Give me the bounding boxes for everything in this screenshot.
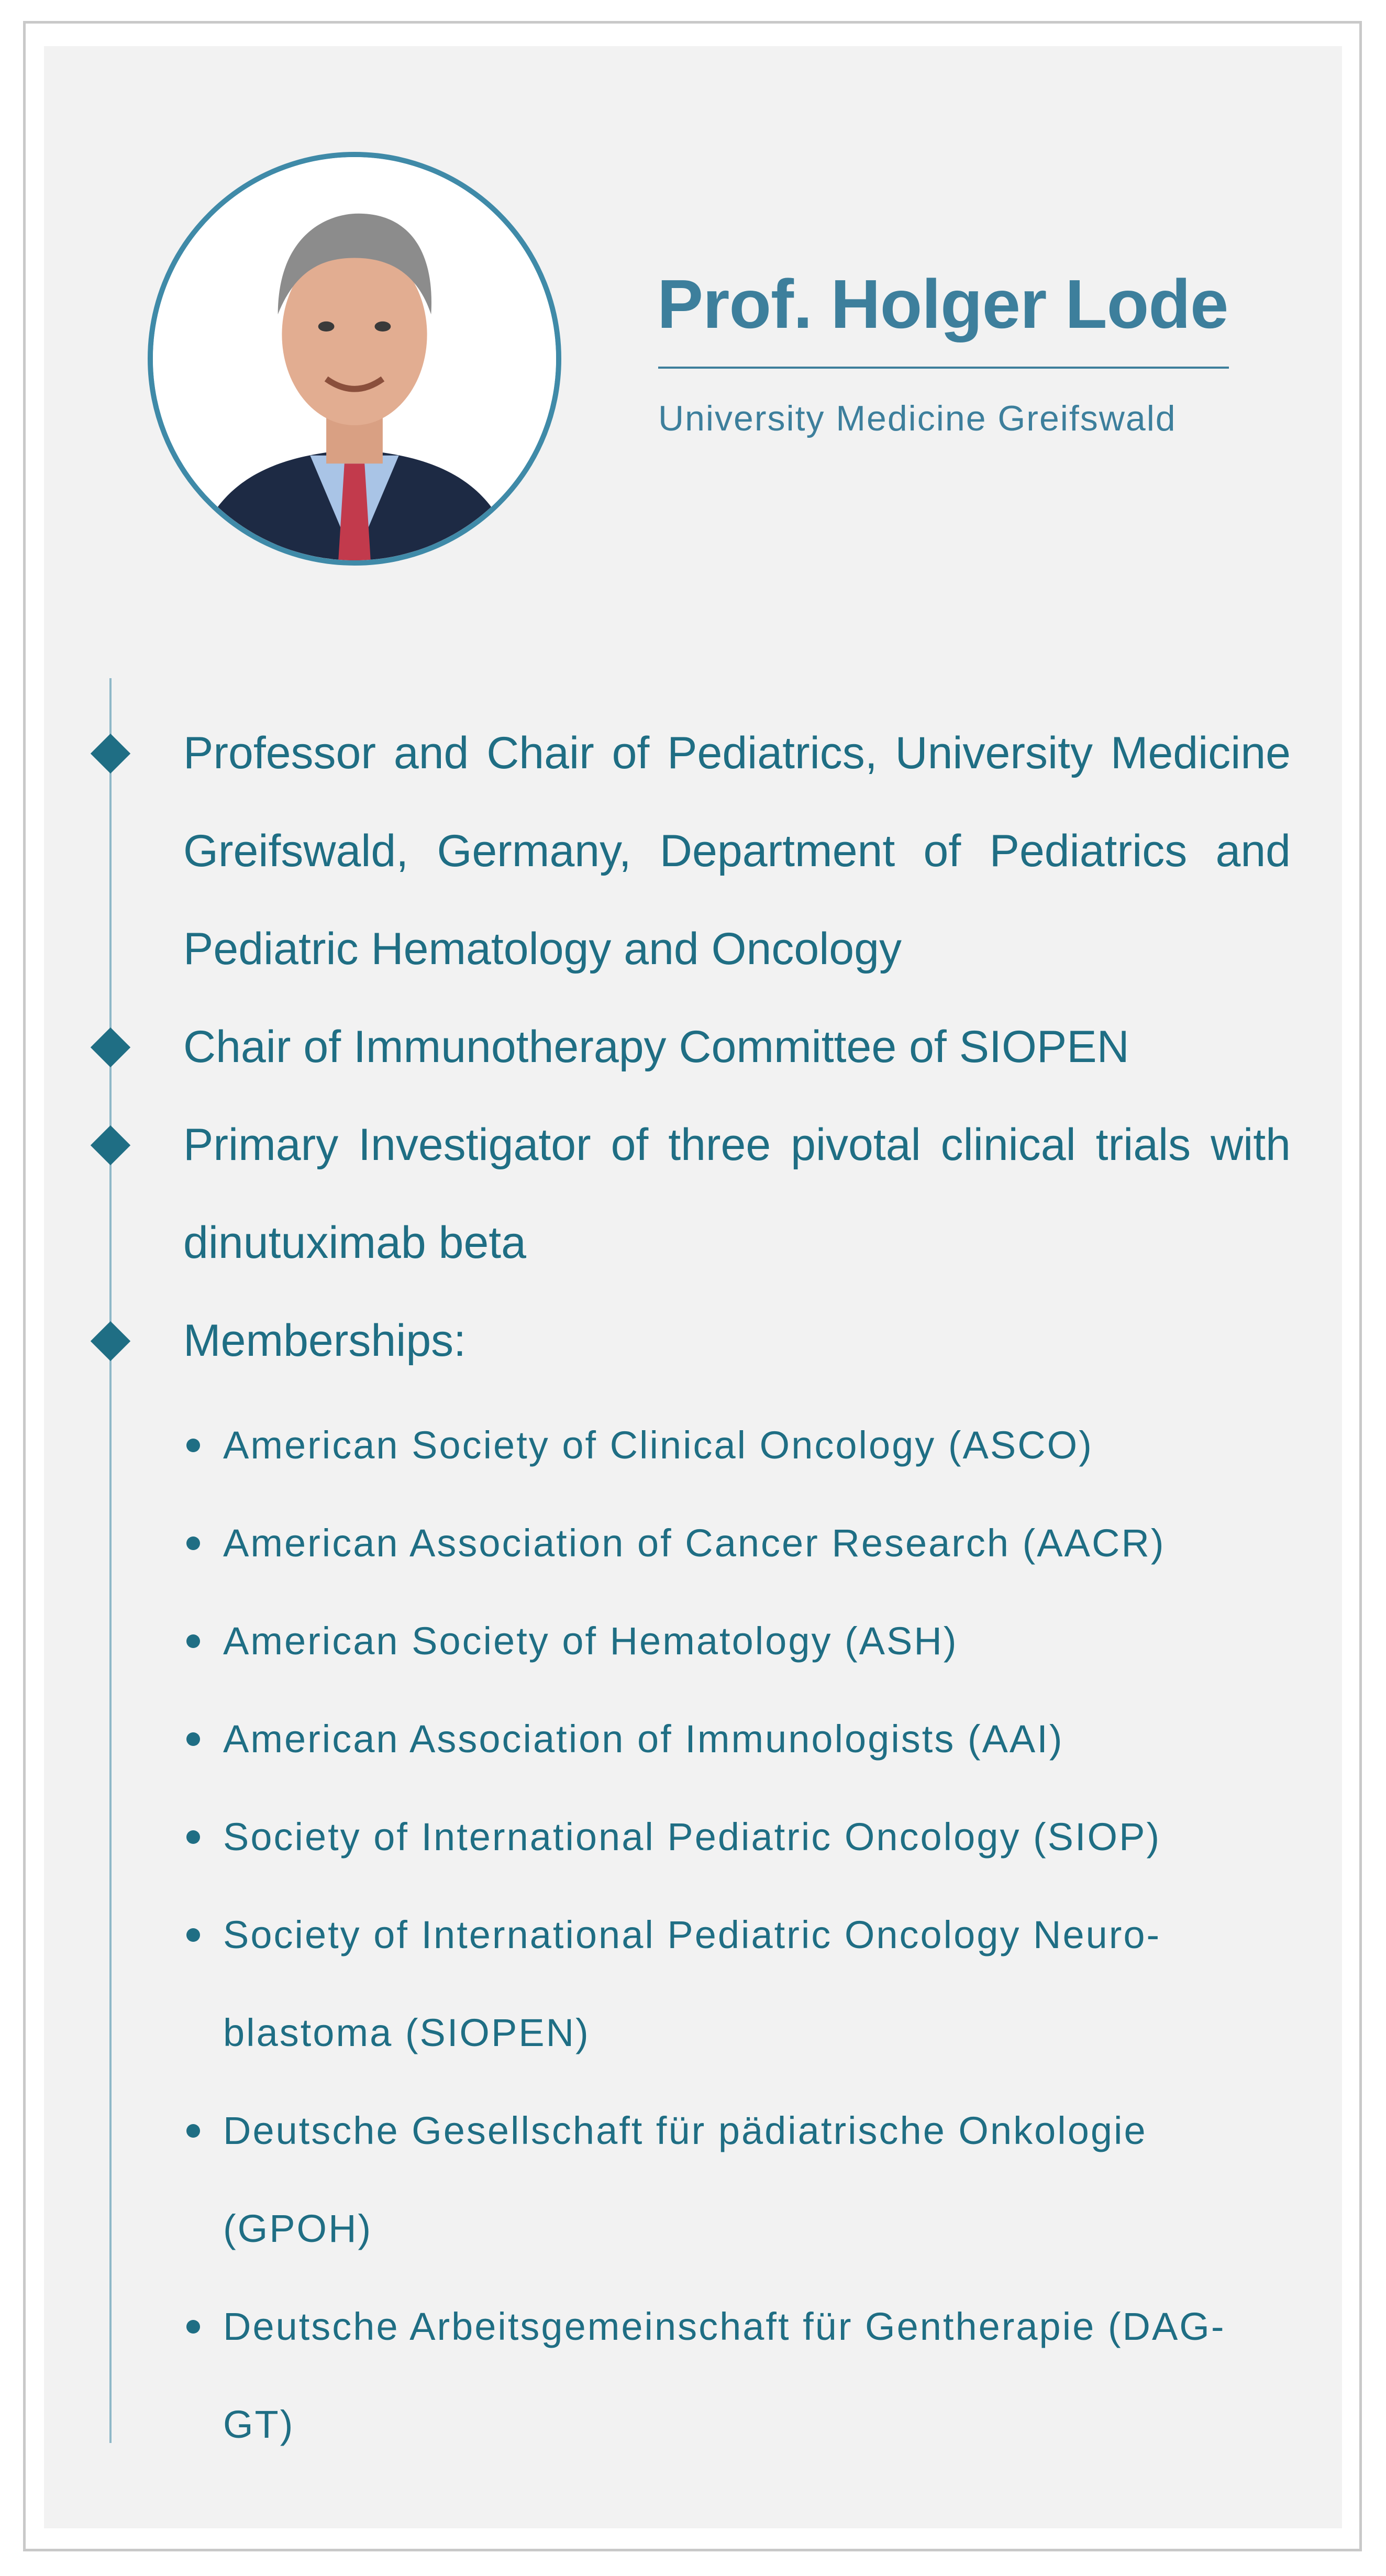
role-item: Chair of Immunotherapy Committee of SIOPEN [183, 1022, 1129, 1072]
list-item: Society of International Pediatric Oncology Neuro-blastoma (SIOPEN) [183, 1886, 1257, 2082]
bullet-icon [186, 1634, 200, 1648]
bullet-icon [186, 1928, 200, 1942]
bullet-icon [186, 1439, 200, 1452]
profile-affiliation: University Medicine Greifswald [658, 399, 1177, 438]
bullet-icon [186, 1732, 200, 1746]
portrait-illustration [153, 157, 556, 560]
bullet-icon [186, 1536, 200, 1550]
profile-name: Prof. Holger Lode [657, 266, 1228, 342]
memberships-list [183, 1396, 1257, 2473]
role-item: Memberships: [183, 1315, 467, 1366]
role-item: Primary Investigator of three pivotal clinical trials with dinutuximab beta [183, 1120, 1291, 1268]
list-item: Society of International Pediatric Oncology (SIOP) [183, 1788, 1257, 1886]
list-item: American Association of Immunologists (AAI) [183, 1690, 1257, 1788]
profile-photo [148, 152, 561, 566]
role-item: Professor and Chair of Pediatrics, University Medicine Greifswald, Germany, Department of Pediatrics and Pediatric Hematology and Oncology [183, 728, 1291, 974]
list-item: American Association of Cancer Research (AACR) [183, 1494, 1257, 1592]
list-item: American Society of Hematology (ASH) [183, 1592, 1257, 1690]
bullet-icon [186, 1830, 200, 1844]
name-underline [658, 367, 1229, 369]
list-item: Deutsche Gesellschaft für pädiatrische Onkologie (GPOH) [183, 2082, 1257, 2278]
list-item: Deutsche Arbeitsgemeinschaft für Gentherapie (DAG-GT) [183, 2278, 1257, 2473]
list-item: American Society of Clinical Oncology (ASCO) [183, 1396, 1257, 1494]
timeline-line [109, 678, 112, 2443]
bullet-icon [186, 2124, 200, 2138]
bullet-icon [186, 2320, 200, 2334]
